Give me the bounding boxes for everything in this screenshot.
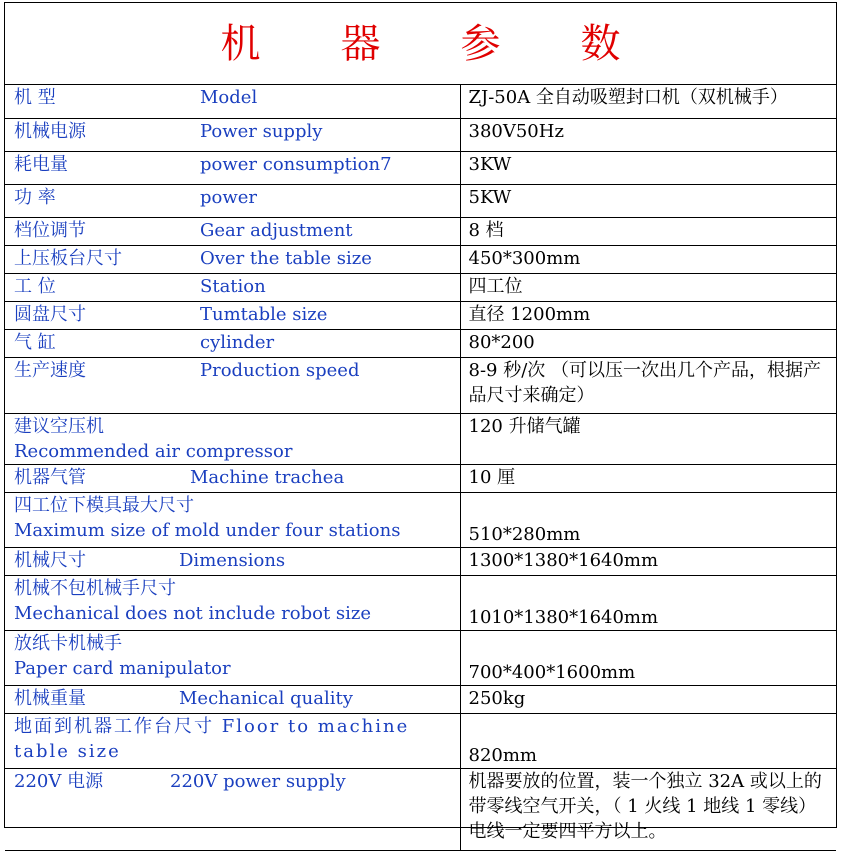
table-row <box>5 464 836 492</box>
param-label-en: power <box>200 186 258 208</box>
param-label <box>5 151 460 184</box>
param-label-zh: 功 率 <box>14 186 56 208</box>
param-label-zh: 220V 电源 <box>14 770 104 792</box>
param-label <box>5 464 460 492</box>
param-label <box>5 329 460 357</box>
table-row <box>5 329 836 357</box>
param-label-en: Over the table size <box>200 247 372 269</box>
param-label-zh: 机器气管 <box>14 466 86 488</box>
param-label-en: Station <box>200 275 266 297</box>
param-label-zh: 建议空压机 <box>14 415 104 437</box>
table-row <box>5 184 836 217</box>
param-label-zh: 气 缸 <box>14 331 56 353</box>
param-label <box>5 713 460 768</box>
param-label-zh: 生产速度 <box>14 359 86 381</box>
param-label <box>5 413 460 464</box>
param-label <box>5 547 460 575</box>
table-row <box>5 217 836 245</box>
param-label <box>5 245 460 273</box>
param-label-en: cylinder <box>200 331 275 353</box>
param-value: 820mm <box>460 713 836 768</box>
param-label-zh: 四工位下模具最大尺寸 <box>14 494 194 516</box>
param-value: 5KW <box>460 184 836 217</box>
param-value: 700*400*1600mm <box>460 630 836 685</box>
param-value: 80*200 <box>460 329 836 357</box>
param-value: 1010*1380*1640mm <box>460 575 836 630</box>
param-label <box>5 768 460 850</box>
param-label-en: Mechanical quality <box>179 687 353 709</box>
table-row <box>5 245 836 273</box>
param-label-en: Production speed <box>200 359 360 381</box>
param-label <box>5 273 460 301</box>
param-label-en: Maximum size of mold under four stations <box>14 519 401 541</box>
param-label <box>5 301 460 329</box>
param-label <box>5 685 460 713</box>
param-label-en: Tumtable size <box>200 303 328 325</box>
param-label-en: Dimensions <box>179 549 286 571</box>
param-value: 8 档 <box>460 217 836 245</box>
param-label <box>5 630 460 685</box>
param-value: 直径 1200mm <box>460 301 836 329</box>
param-value: 8-9 秒/次 （可以压一次出几个产品，根据产品尺寸来确定） <box>460 357 836 413</box>
param-label <box>5 357 460 413</box>
table-row <box>5 151 836 184</box>
table-row <box>5 685 836 713</box>
param-value: 510*280mm <box>460 492 836 547</box>
param-label-zh: 机 型 <box>14 87 56 108</box>
table-row <box>5 768 836 850</box>
table-row <box>5 713 836 768</box>
param-label-zh: 耗电量 <box>14 153 68 175</box>
sheet-title <box>5 3 836 85</box>
param-value: 1300*1380*1640mm <box>460 547 836 575</box>
param-label-zh: 机械不包机械手尺寸 <box>14 577 176 599</box>
table-row <box>5 85 836 118</box>
param-label-en: Machine trachea <box>190 466 345 488</box>
param-label-en: Power supply <box>200 120 323 142</box>
parameter-table <box>5 85 836 851</box>
param-label <box>5 492 460 547</box>
table-row <box>5 575 836 630</box>
param-label-zh: 工 位 <box>14 275 56 297</box>
param-value: 3KW <box>460 151 836 184</box>
param-label-en: Recommended air compressor <box>14 440 293 462</box>
param-value: 250kg <box>460 685 836 713</box>
param-label <box>5 118 460 151</box>
param-label <box>5 85 460 118</box>
param-label-zh: 机械尺寸 <box>14 549 86 571</box>
table-row <box>5 413 836 464</box>
param-label-en: Floor to machine table size <box>14 715 410 762</box>
param-label-en: Mechanical does not include robot size <box>14 602 372 624</box>
parameter-sheet <box>4 2 837 842</box>
table-row <box>5 273 836 301</box>
param-value: 450*300mm <box>460 245 836 273</box>
param-label-zh: 机械重量 <box>14 687 86 709</box>
param-value: 380V50Hz <box>460 118 836 151</box>
param-label-zh: 地面到机器工作台尺寸 <box>14 715 214 737</box>
param-value: ZJ-50A 全自动吸塑封口机（双机械手） <box>460 85 836 118</box>
param-label-zh: 上压板台尺寸 <box>14 247 122 269</box>
table-row <box>5 547 836 575</box>
param-value: 机器要放的位置，装一个独立 32A 或以上的带零线空气开关，（ 1 火线 1 地线 1 零线）电线一定要四平方以上。 <box>460 768 836 850</box>
table-row <box>5 630 836 685</box>
table-row <box>5 492 836 547</box>
table-row <box>5 301 836 329</box>
param-label <box>5 575 460 630</box>
param-value: 120 升储气罐 <box>460 413 836 464</box>
table-row <box>5 357 836 413</box>
param-label-en: 220V power supply <box>170 770 346 792</box>
param-label <box>5 184 460 217</box>
param-label <box>5 217 460 245</box>
param-label-zh: 圆盘尺寸 <box>14 303 86 325</box>
param-label-zh: 机械电源 <box>14 120 86 142</box>
param-label-zh: 放纸卡机械手 <box>14 632 122 654</box>
param-value: 10 厘 <box>460 464 836 492</box>
param-label-en: Paper card manipulator <box>14 657 231 679</box>
sheet-title-text: 机器参数 <box>220 21 701 67</box>
param-value: 四工位 <box>460 273 836 301</box>
param-label-en: Model <box>200 87 258 108</box>
param-label-en: power consumption7 <box>200 153 392 175</box>
table-row <box>5 118 836 151</box>
param-label-en: Gear adjustment <box>200 219 353 241</box>
param-label-zh: 档位调节 <box>14 219 86 241</box>
